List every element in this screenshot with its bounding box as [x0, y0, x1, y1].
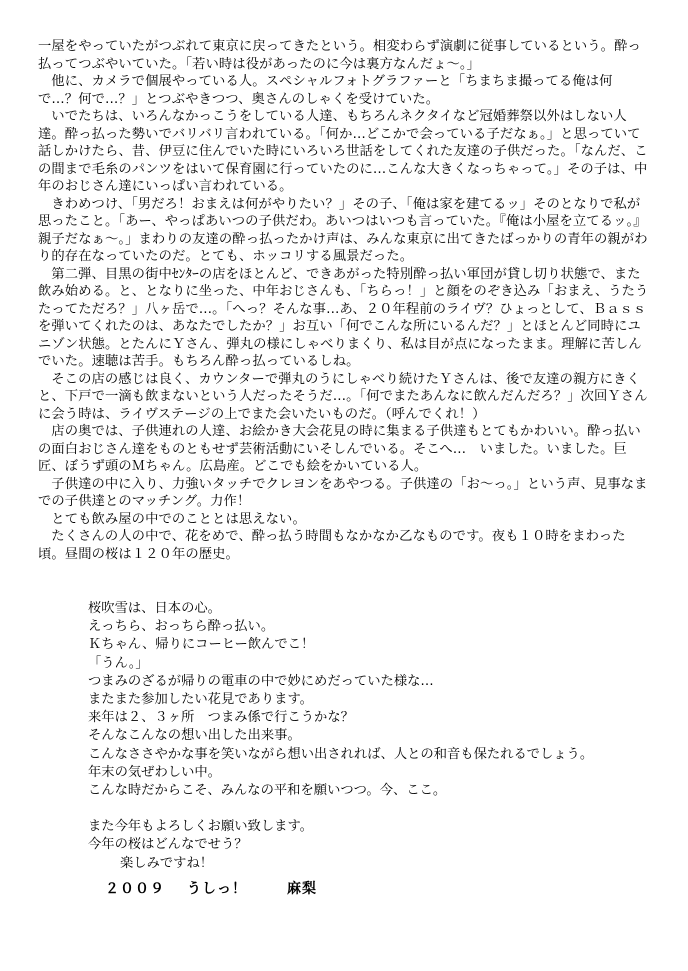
essay-paragraph: そこの店の感じは良く、カウンターで弾丸のうにしゃべり続けたＹさんは、後で友達の親方にきくと、下戸で一滴も飲まないという人だったそうだ…。「何でまたあんなに飲んだんだろ？」次回Ｙさんに会う時は、ライヴステージの上でまた会いたいものだ。（呼んでくれ！） [38, 371, 648, 422]
poem-line: またまた参加したい花見であります。 [88, 692, 313, 708]
closing-line: また今年もよろしくお願い致します。 [88, 819, 313, 835]
poem-line: こんな時だからこそ、みんなの平和を願いつつ。今、ここ。 [88, 783, 447, 799]
poem-spacer [88, 800, 648, 818]
poem-line: そんなこんなの想い出した出来事。 [88, 728, 301, 744]
essay-paragraph: たくさんの人の中で、花をめで、酔っ払う時間もなかなか乙なものです。夜も１０時をまわった頃。昼間の桜は１２０年の歴史。 [38, 529, 626, 562]
poem-line: 桜吹雪は、日本の心。 [88, 601, 221, 616]
poem-line: えっちら、おっちら酔っ払い。 [88, 619, 275, 635]
signature-phrase: うしっ！ [187, 881, 247, 897]
essay-paragraph: 第二弾、目黒の街中ｾﾝﾀｰの店をほとんど、できあがった特別酔っ払い軍団が貸し切り状態で、また飲み始める。と、となりに坐った、中年おじさんも、「ちらっ！」と顔をのぞき込み「おまえ、うたうたってただろ？」八ヶ岳で…。「へっ？そんな事…あ、２０年程前のライヴ？ひょっとして、Ｂａｓｓを弾いてくれたのは、あなたでしたか？」お互い「何でこんな所にいるんだ？」とほとんど同時にユニゾン状態。とたんにＹさん、弾丸の様にしゃべりまくり、私は目が点になったまま。理解に苦しんでいた。速聴は苦手。もちろん酔っ払っているしね。 [38, 266, 649, 369]
signature-year: ２００９ [105, 881, 165, 897]
essay-body [38, 38, 650, 563]
poem-line: 年末の気ぜわしい中。 [88, 764, 221, 780]
signature-name: 麻梨 [287, 881, 317, 897]
essay-paragraph: 店の奥では、子供連れの人達、お絵かき大会花見の時に集まる子供達もとてもかわいい。酔っ払いの面白おじさん達をものともせず芸術活動にいそしんでいる。そこへ… いました。いました。巨匠、ぼうず頭のＭちゃん。広島産。どこでも絵をかいている人。 [38, 424, 641, 474]
essay-paragraph: 子供達の中に入り、力強いタッチでクレヨンをあやつる。子供達の「お〜っ。」という声、見事なまでの子供達とのマッチング。力作！ [38, 476, 648, 509]
closing-line: 楽しみですね！ [120, 855, 214, 871]
poem-line: こんなささやかな事を笑いながら想い出されれば、人との和音も保たれるでしょう。 [88, 746, 594, 762]
poem-block [88, 600, 648, 873]
poem-line: Ｋちゃん、帰りにコーヒー飲んでこ！ [88, 637, 315, 653]
essay-paragraph: とても飲み屋の中でのこととは思えない。 [51, 511, 306, 527]
essay-paragraph: きわめつけ、「男だろ！おまえは何がやりたい？」その子、「俺は家を建てるッ」そのとなりで私が思ったこと。「あー、やっぱあいつの子供だわ。あいつはいつも言っていた。『俺は小屋を立てるッ。』親子だなぁ〜。」まわりの友達の酔っ払ったかけ声は、みんな東京に出てきたばっかりの青年の親がわり的存在なっていたのだ。とても、ホッコリする風景だった。 [38, 196, 648, 264]
signature [105, 878, 317, 898]
closing-line: 今年の桜はどんなでせう？ [88, 837, 248, 853]
poem-line: つまみのざるが帰りの電車の中で妙にめだっていた様な… [88, 673, 434, 689]
essay-paragraph: 一屋をやっていたがつぶれて東京に戻ってきたという。相変わらず演劇に従事しているという。酔っ払ってつぶやいていた。「若い時は役があったのに今は裏方なんだょ〜。」 [38, 39, 641, 72]
poem-line: 来年は２、３ヶ所 つまみ係で行こうかな？ [88, 710, 354, 726]
essay-paragraph: いでたちは、いろんなかっこうをしている人達、もちろんネクタイなど冠婚葬祭以外はしない人達。酔っ払った勢いでバリバリ言われている。「何か…どこかで会っている子だなぁ。」と思っていて話しかけたら、昔、伊豆に住んでいた時にいろいろ世話をしてくれた友達の子供だった。「なんだ、この間まで毛糸のパンツをはいて保育園に行っていたのに…こんな大きくなっちゃって。」その子は、中年のおじさん達にいっぱい言われている。 [38, 109, 648, 194]
essay-paragraph: 他に、カメラで個展やっている人。スペシャルフォトグラファーと「ちまちま撮ってる俺は何で…？何で…？」とつぶやきつつ、奥さんのしゃくを受けていた。 [38, 74, 613, 107]
poem-line: 「うん。」 [88, 655, 149, 671]
